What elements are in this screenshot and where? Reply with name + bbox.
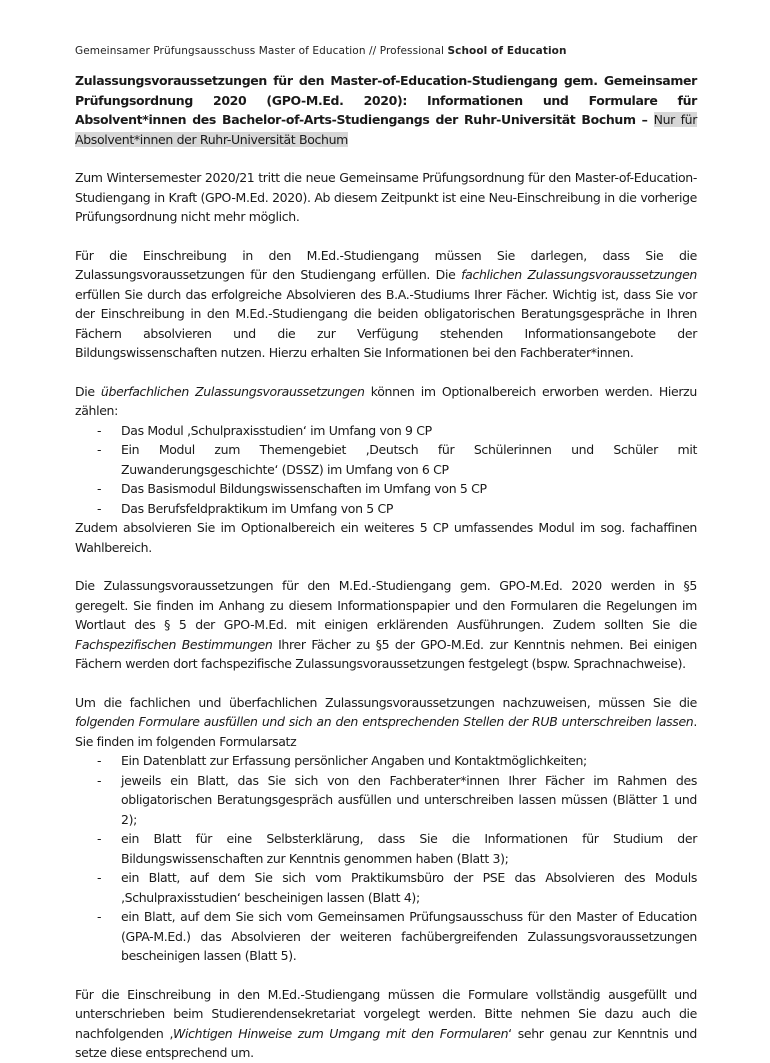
ueberfachlich-text-b: können im Optionalbereich erworben werden. Hierzu zählen:	[75, 383, 697, 418]
formulare-text-b: . Sie finden im folgenden Formularsatz	[75, 714, 697, 749]
list-item-text: ein Blatt, auf dem Sie sich vom Praktikumsbüro der PSE das Absolvieren des Moduls ‚Schulpraxisstudien‘ bescheinigen lassen (Blatt 4);	[121, 870, 697, 905]
list-dash: -	[97, 500, 102, 516]
list-item	[75, 421, 697, 441]
ueberfachlich-list	[75, 421, 697, 519]
list-dash: -	[97, 442, 102, 457]
ueberfachlich-text-a: Die	[75, 383, 101, 399]
paragraph5-text	[75, 576, 697, 674]
paragraph5-section	[75, 576, 697, 674]
paragraph5-text-a: Die Zulassungsvoraussetzungen für den M.Ed.-Studiengang gem. GPO-M.Ed. 2020 werden in §5 geregelt. Sie finden im Anhang zu diesem Informationspapier und den Formularen die Regelungen im Wortlaut des § 5 der GPO-M.Ed. mit einigen erklärenden Ausführungen. Zudem sollten Sie die	[75, 578, 697, 632]
list-item	[75, 499, 697, 519]
list-item	[75, 868, 697, 907]
ueberfachlich-text	[75, 382, 697, 421]
list-item-text: ein Blatt, auf dem Sie sich vom Gemeinsamen Prüfungsausschuss für den Master of Education (GPA-M.Ed.) das Absolvieren der weiteren fachübergreifenden Zulassungsvoraussetzungen bescheinigen lassen (Blatt 5).	[121, 909, 697, 963]
fachlich-text-b: erfüllen Sie durch das erfolgreiche Absolvieren des B.A.-Studiums Ihrer Fächer. Wichtig ist, dass Sie vor der Einschreibung in den M.Ed.-Studiengang die beiden obligatorischen Beratungsgespräche in Ihren Fächern absolvieren und die zur Verfügung stehenden Informationsangebote der Bildungswissenschaften nutzen. Hierzu erhalten Sie Informationen bei den Fachberater*innen.	[75, 286, 697, 360]
fachlich-paragraph	[75, 246, 697, 363]
list-item	[75, 907, 697, 966]
title-dash: –	[635, 112, 654, 127]
title-bold: Zulassungsvoraussetzungen für den Master-of-Education-Studiengang gem. Gemeinsamer Prüfungsordnung 2020 (GPO-M.Ed. 2020): Informationen und Formulare für Absolvent*innen des Bachelor-of-Arts-Studiengangs der Ruhr-Universität Bochum	[75, 73, 697, 127]
list-dash: -	[97, 909, 102, 924]
schluss-text-a: Für die Einschreibung in den M.Ed.-Studiengang müssen die Formulare vollständig ausgefüllt und unterschrieben beim Studierendensekretariat vorgelegt werden. Bitte nehmen Sie dazu auch die nachfolgenden ‚	[75, 986, 697, 1041]
list-item	[75, 829, 697, 868]
ueberfachlich-section	[75, 382, 697, 558]
paragraph5-text-b: Ihrer Fächer zu §5 der GPO-M.Ed. zur Kenntnis nehmen. Bei einigen Fächern werden dort fachspezifische Zulassungsvoraussetzungen festgelegt (bspw. Sprachnachweise).	[75, 636, 697, 671]
list-item-text: Ein Datenblatt zur Erfassung persönlicher Angaben und Kontaktmöglichkeiten;	[121, 753, 587, 768]
fachlich-emphasis: fachlichen Zulassungsvoraussetzungen	[461, 267, 697, 282]
ueberfachlich-after: Zudem absolvieren Sie im Optionalbereich ein weiteres 5 CP umfassendes Modul im sog. fachaffinen Wahlbereich.	[75, 520, 697, 555]
header-school: School of Education	[447, 45, 567, 57]
list-item	[75, 771, 697, 830]
formulare-section	[75, 693, 697, 966]
list-dash: -	[97, 870, 102, 885]
formulare-text-a: Um die fachlichen und überfachlichen Zulassungsvoraussetzungen nachzuweisen, müssen Sie die	[75, 694, 697, 710]
ueberfachlich-emphasis: überfachlichen Zulassungsvoraussetzungen	[100, 383, 365, 399]
intro-paragraph	[75, 168, 697, 227]
schluss-text-b: ‘ sehr genau zur Kenntnis und setze diese entsprechend um.	[75, 1025, 697, 1060]
document-title	[75, 71, 697, 149]
list-item	[75, 751, 697, 771]
header-text: Gemeinsamer Prüfungsausschuss Master of Education // Professional	[75, 45, 448, 57]
formulare-emphasis: folgenden Formulare ausfüllen und sich an den entsprechenden Stellen der RUB unterschreiben lassen	[75, 714, 694, 729]
list-dash: -	[97, 481, 102, 496]
list-item-text: Ein Modul zum Themengebiet ‚Deutsch für Schülerinnen und Schüler mit Zuwanderungsgeschichte‘ (DSSZ) im Umfang von 6 CP	[121, 442, 697, 477]
list-dash: -	[97, 772, 102, 788]
list-dash: -	[97, 753, 102, 768]
paragraph5-emphasis: Fachspezifischen Bestimmungen	[75, 636, 273, 652]
intro-text: Zum Wintersemester 2020/21 tritt die neue Gemeinsame Prüfungsordnung für den Master-of-Education-Studiengang in Kraft (GPO-M.Ed. 2020). Ab diesem Zeitpunkt ist eine Neu-Einschreibung in die vorherige Prüfungsordnung nicht mehr möglich.	[75, 170, 697, 224]
formulare-list	[75, 751, 697, 966]
title-highlight: Nur für Absolvent*innen der Ruhr-Universität Bochum	[75, 112, 697, 147]
page-header	[75, 44, 697, 58]
list-item-text: Das Modul ‚Schulpraxisstudien‘ im Umfang von 9 CP	[121, 422, 432, 438]
list-item	[75, 440, 697, 479]
schluss-emphasis: Wichtigen Hinweise zum Umgang mit den Formularen	[172, 1025, 509, 1041]
list-item-text: Das Basismodul Bildungswissenschaften im Umfang von 5 CP	[121, 481, 487, 496]
formulare-text	[75, 693, 697, 752]
list-item-text: ein Blatt für eine Selbsterklärung, dass Sie die Informationen für Studium der Bildungswissenschaften zur Kenntnis genommen haben (Blatt 3);	[121, 831, 697, 866]
list-item-text: jeweils ein Blatt, das Sie sich von den Fachberater*innen Ihrer Fächer im Rahmen des obligatorischen Beratungsgespräch ausfüllen und unterschreiben lassen müssen (Blätter 1 und 2);	[121, 772, 697, 827]
document-page	[75, 44, 697, 1063]
list-item-text: Das Berufsfeldpraktikum im Umfang von 5 CP	[121, 500, 394, 516]
list-dash: -	[97, 422, 102, 438]
fachlich-text	[75, 246, 697, 363]
fachlich-text-a: Für die Einschreibung in den M.Ed.-Studiengang müssen Sie darlegen, dass Sie die Zulassungsvoraussetzungen für den Studiengang erfüllen. Die	[75, 247, 697, 282]
list-dash: -	[97, 831, 102, 846]
list-item	[75, 479, 697, 499]
